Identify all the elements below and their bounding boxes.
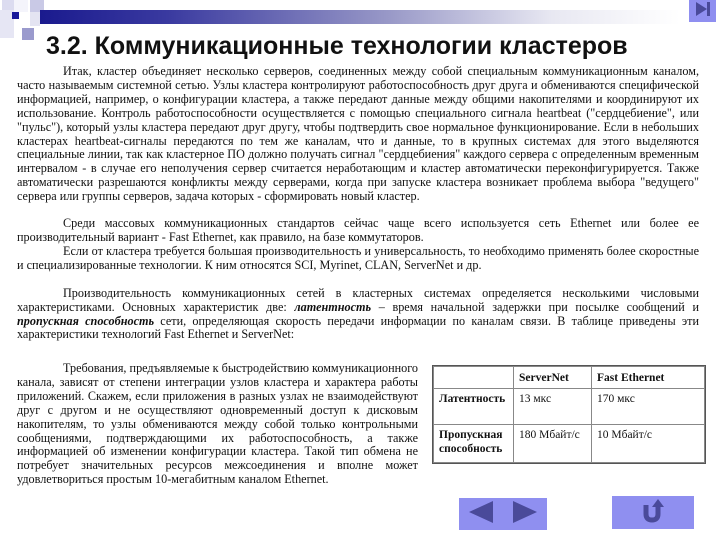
comparison-table bbox=[433, 366, 705, 463]
title-gradient-bar bbox=[40, 10, 680, 24]
table-header-row bbox=[434, 367, 705, 389]
term-latency: латентность bbox=[294, 299, 372, 314]
term-bandwidth: пропускная способность bbox=[17, 313, 155, 328]
page-title: 3.2. Коммуникационные технологии кластеров bbox=[46, 32, 628, 60]
table-row bbox=[434, 425, 705, 463]
return-button[interactable] bbox=[612, 496, 694, 529]
paragraph-requirements: Требования, предъявляемые к быстродействию коммуникационного канала, зависят от степени интеграции узлов кластера и характера работы приложений. Скажем, если приложения в разных узлах не взаимодействуют друг с другом и не осуществляют одновременный доступ к дисковым накопителям, то узлы обмениваются между собой только контрольными сообщениями, подтверждающими их работоспособность, а также информацией об изменении конфигурации кластера. Такой тип обмена не потребует значительных ресурсов межсоединения и вполне может удовлетвориться простым 10-мегабитным каналом Ethernet. bbox=[17, 361, 418, 487]
decorative-square bbox=[14, 0, 28, 12]
table-cell: 180 Мбайт/с bbox=[514, 425, 592, 463]
table-cell: 10 Мбайт/с bbox=[592, 425, 705, 463]
skip-to-end-icon bbox=[694, 1, 712, 22]
slide-body bbox=[17, 65, 699, 342]
decorative-square bbox=[30, 12, 40, 26]
row-label: Латентность bbox=[434, 389, 514, 425]
decorative-square-dark bbox=[12, 12, 19, 19]
row-label: Пропускная способность bbox=[434, 425, 514, 463]
paragraph-ethernet: Среди массовых коммуникационных стандартов сейчас чаще всего используется сеть Ethernet или более ее производительный вариант - Fast Ethernet, как правило, на базе коммутаторов. bbox=[17, 216, 699, 244]
table-header-cell: ServerNet bbox=[514, 367, 592, 389]
end-slide-button[interactable] bbox=[689, 0, 716, 22]
table-header-cell bbox=[434, 367, 514, 389]
previous-slide-icon[interactable] bbox=[467, 500, 495, 529]
table-header-cell: Fast Ethernet bbox=[592, 367, 705, 389]
decorative-square bbox=[22, 28, 34, 40]
prev-next-navigation bbox=[459, 498, 547, 530]
table-cell: 170 мкс bbox=[592, 389, 705, 425]
paragraph-cluster-intro: Итак, кластер объединяет несколько серверов, соединенных между собой специальным коммуникационным каналом, часто называемым системной сетью. Узлы кластера контролируют работоспособность друг друга и обмениваются специфической информацией, например, о конфигурации кластера, а также передают данные между общими накопителями и координируют их использование. Контроль работоспособности осуществляется с помощью специального сигнала heartbeat ("сердцебиение", или "пульс"), который узлы кластера передают друг другу, чтобы подтвердить свое нормальное функционирование. Если в небольших кластерах heartbeat-сигналы передаются по тем же каналам, что и данные, то в крупных системах для этого выделяются специальные линии, так как кластерное ПО должно получать сигнал "сердцебиения" каждого сервера с определенным временным интервалом - в случае его неполучения сервер считается неработающим и кластер автоматически переконфигурируется. Также автоматически разрешаются конфликты между серверами, когда при запуске кластера возникает проблема выбора "ведущего" сервера или группы серверов, задача которых - сформировать новый кластер. bbox=[17, 64, 699, 204]
table-cell: 13 мкс bbox=[514, 389, 592, 425]
return-icon bbox=[642, 497, 664, 528]
paragraph-specialized-tech: Если от кластера требуется большая производительность и универсальность, то необходимо применять более скоростные и специализированные технологии. К ним относятся SCI, Myrinet, CLAN, ServerNet и др. bbox=[17, 243, 699, 272]
decorative-square bbox=[2, 0, 14, 10]
next-slide-icon[interactable] bbox=[511, 500, 539, 529]
paragraph-performance: Производительность коммуникационных сетей в кластерных системах определяется несколькими числовыми характеристиками. Основных характеристик две: латентность – время начальной задержки при посылке сообщений и пропускная способность сети, определяющая скорость передачи информации по каналам связи. В таблице приведены эти характеристики технологий Fast Ethernet и ServerNet: bbox=[17, 285, 699, 342]
table-row bbox=[434, 389, 705, 425]
